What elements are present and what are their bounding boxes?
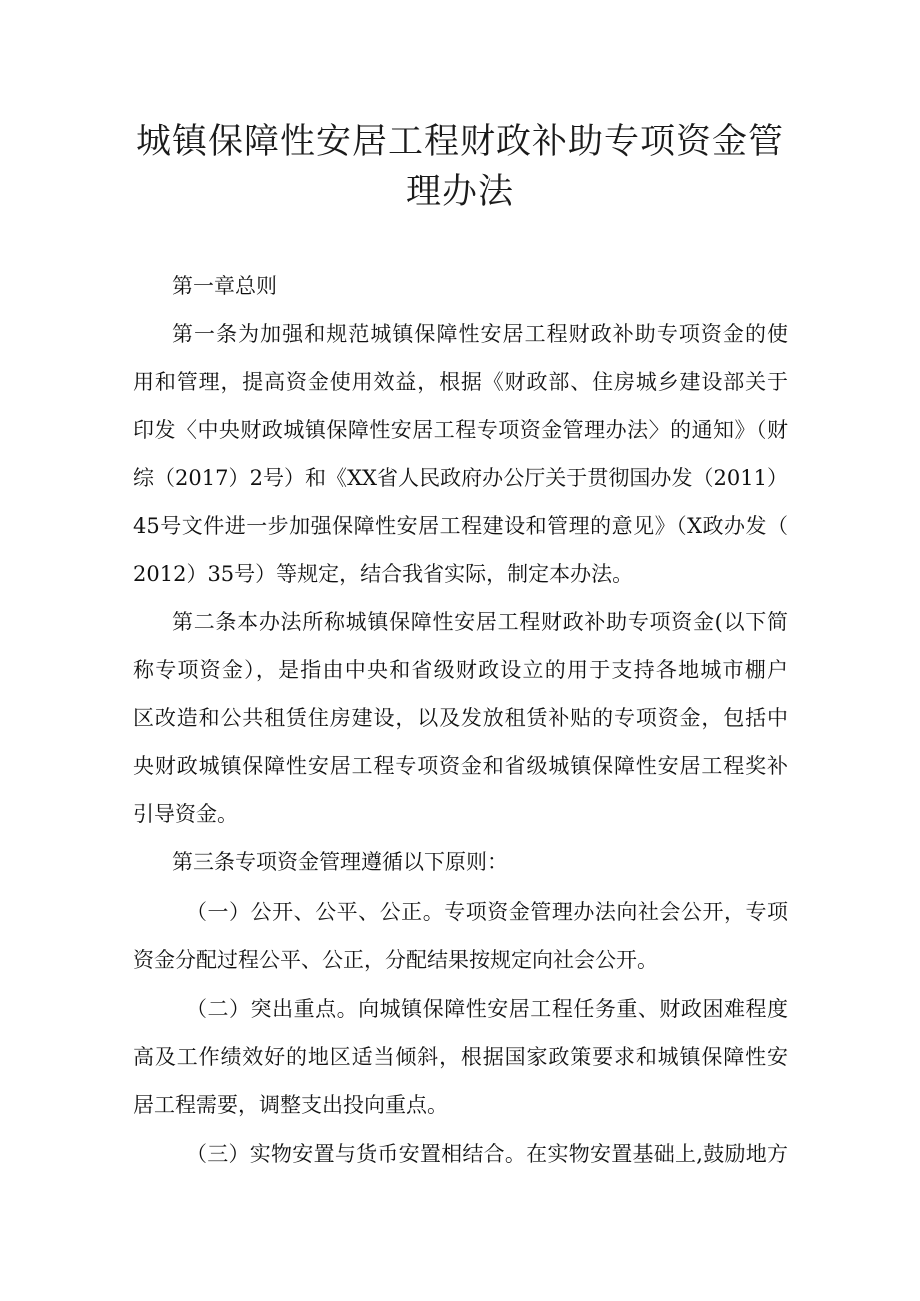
article-2-line-3: 区改造和公共租赁住房建设，以及发放租赁补贴的专项资金，包括中	[133, 706, 788, 730]
principle-2-line-3: 居工程需要，调整支出投向重点。	[133, 1093, 448, 1117]
article-1-line-1: 第一条为加强和规范城镇保障性安居工程财政补助专项资金的使	[172, 322, 788, 346]
principle-1-line-2: 资金分配过程公平、公正，分配结果按规定向社会公开。	[133, 948, 658, 972]
principle-2-line-2: 高及工作绩效好的地区适当倾斜，根据国家政策要求和城镇保障性安	[133, 1045, 788, 1069]
article-2-line-2: 称专项资金），是指由中央和省级财政设立的用于支持各地城市棚户	[133, 658, 788, 682]
article-2-line-1: 第二条本办法所称城镇保障性安居工程财政补助专项资金(以下简	[172, 610, 788, 634]
article-1-line-2: 用和管理，提高资金使用效益，根据《财政部、住房城乡建设部关于	[133, 370, 788, 394]
principle-3-line-1: （三）实物安置与货币安置相结合。在实物安置基础上,鼓励地方	[186, 1142, 788, 1166]
document-title-line-1: 城镇保障性安居工程财政补助专项资金管	[135, 122, 784, 162]
chapter-heading: 第一章总则	[172, 274, 277, 298]
article-2-line-4: 央财政城镇保障性安居工程专项资金和省级城镇保障性安居工程奖补	[133, 754, 788, 778]
principle-1-line-1: （一）公开、公平、公正。专项资金管理办法向社会公开，专项	[186, 900, 788, 924]
article-1-line-5: 45号文件进一步加强保障性安居工程建设和管理的意见》（X政办发（	[133, 514, 788, 538]
article-2-line-5: 引导资金。	[133, 802, 238, 826]
document-title-line-2: 理办法	[405, 172, 514, 212]
article-1-line-4: 综（2017）2号）和《XX省人民政府办公厅关于贯彻国办发（2011）	[133, 466, 788, 490]
article-1-line-3: 印发〈中央财政城镇保障性安居工程专项资金管理办法〉的通知》（财	[133, 418, 788, 442]
article-1-line-6: 2012）35号）等规定，结合我省实际，制定本办法。	[133, 562, 634, 586]
article-3-heading: 第三条专项资金管理遵循以下原则：	[172, 850, 508, 874]
principle-2-line-1: （二）突出重点。向城镇保障性安居工程任务重、财政困难程度	[186, 997, 788, 1021]
